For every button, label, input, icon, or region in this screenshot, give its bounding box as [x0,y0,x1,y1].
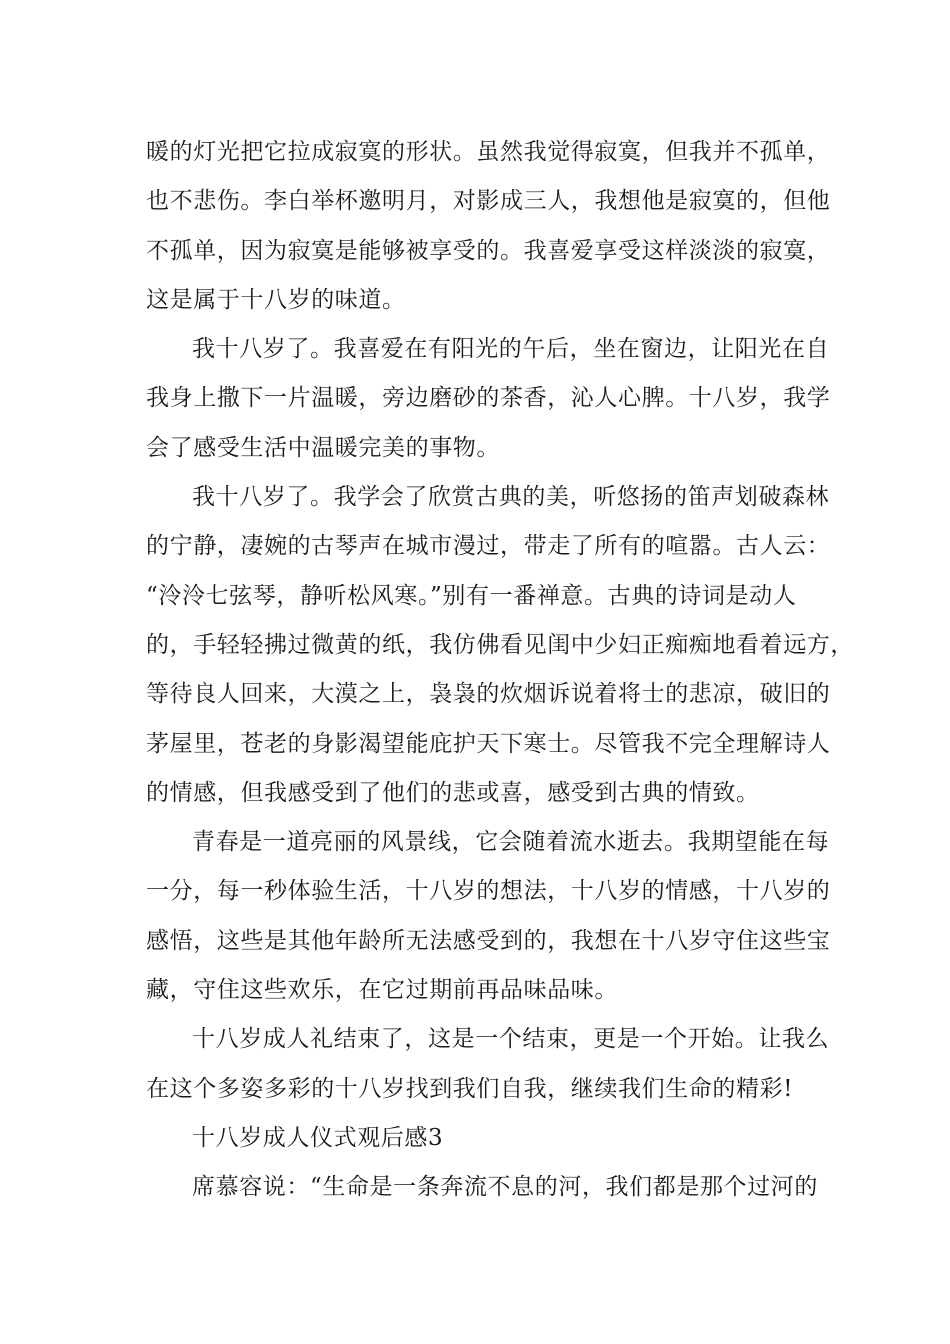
text-line: 也不悲伤。李白举杯邀明月，对影成三人，我想他是寂寞的，但他 [146,188,831,215]
text-line: 不孤单，因为寂寞是能够被享受的。我喜爱享受这样淡淡的寂寞， [146,237,831,264]
text-line: 这是属于十八岁的味道。 [146,286,406,313]
text-line: 青春是一道亮丽的风景线，它会随着流水逝去。我期望能在每 [192,829,830,856]
article-body [146,128,854,1213]
text-line: 在这个多姿多彩的十八岁找到我们自我，继续我们生命的精彩! [146,1075,794,1102]
text-line: “泠泠七弦琴，静听松风寒。”别有一番禅意。古典的诗词是动人 [146,582,797,609]
text-line: 席慕容说：“生命是一条奔流不息的河，我们都是那个过河的 [192,1174,818,1201]
text-line: 我十八岁了。我学会了欣赏古典的美，听悠扬的笛声划破森林 [192,484,830,511]
text-line: 茅屋里，苍老的身影渴望能庇护天下寒士。尽管我不完全理解诗人 [146,730,831,757]
text-line: 一分，每一秒体验生活，十八岁的想法，十八岁的情感，十八岁的 [146,878,831,905]
text-line: 的宁静，凄婉的古琴声在城市漫过，带走了所有的喧嚣。古人云： [146,533,831,560]
section-heading: 十八岁成人仪式观后感3 [192,1124,444,1151]
text-line: 等待良人回来，大漠之上，袅袅的炊烟诉说着将士的悲凉，破旧的 [146,681,831,708]
text-line: 感悟，这些是其他年龄所无法感受到的，我想在十八岁守住这些宝 [146,927,831,954]
text-line: 暖的灯光把它拉成寂寞的形状。虽然我觉得寂寞，但我并不孤单， [146,139,831,165]
text-line: 我身上撒下一片温暖，旁边磨砂的茶香，沁人心脾。十八岁，我学 [146,385,831,412]
text-line: 的，手轻轻拂过微黄的纸，我仿佛看见闺中少妇正痴痴地看着远方， [146,631,854,658]
text-line: 我十八岁了。我喜爱在有阳光的午后，坐在窗边，让阳光在自 [192,336,830,363]
text-line: 的情感，但我感受到了他们的悲或喜，感受到古典的情致。 [146,779,760,806]
text-line: 十八岁成人礼结束了，这是一个结束，更是一个开始。让我么 [192,1026,830,1053]
text-line: 会了感受生活中温暖完美的事物。 [146,434,500,461]
text-line: 藏，守住这些欢乐，在它过期前再品味品味。 [146,977,618,1004]
